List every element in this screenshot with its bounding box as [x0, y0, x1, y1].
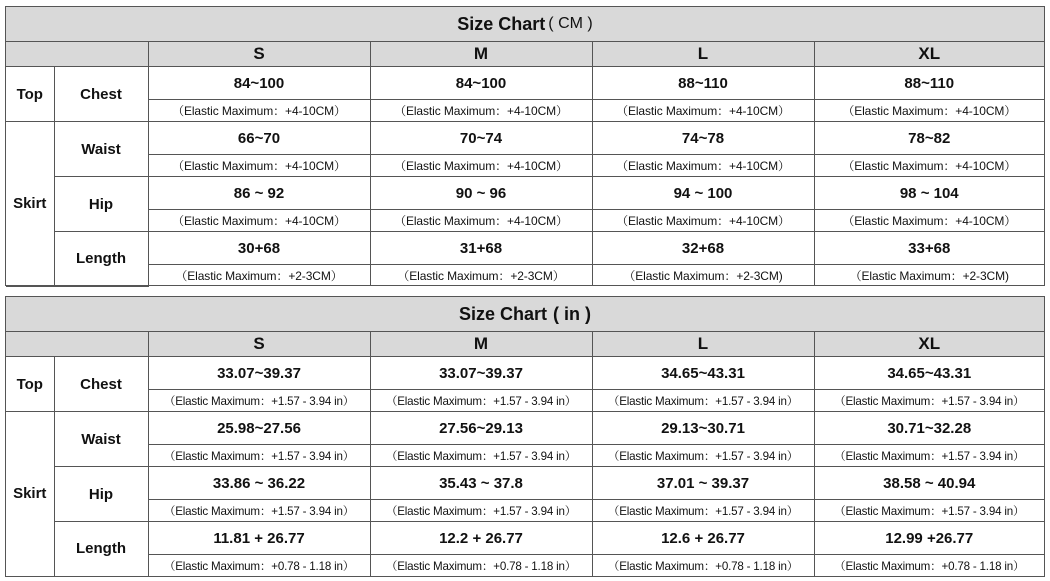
elastic-note: （Elastic Maximum：+2-3CM）	[148, 265, 370, 287]
elastic-note: （Elastic Maximum：+4-10CM）	[370, 210, 592, 232]
elastic-note: （Elastic Maximum：+4-10CM）	[592, 100, 814, 122]
value-cell: 88~110	[814, 67, 1044, 100]
measure-label-length: Length	[54, 232, 148, 287]
elastic-note: （Elastic Maximum：+0.78 - 1.18 in）	[148, 555, 370, 577]
elastic-note: （Elastic Maximum：+1.57 - 3.94 in）	[592, 500, 814, 522]
value-cell: 88~110	[592, 67, 814, 100]
measure-label-hip: Hip	[54, 467, 148, 522]
chart-title: Size Chart	[458, 303, 548, 324]
elastic-note: （Elastic Maximum：+4-10CM）	[814, 210, 1044, 232]
measure-label-waist: Waist	[54, 412, 148, 467]
elastic-note: （Elastic Maximum：+1.57 - 3.94 in）	[148, 445, 370, 467]
value-cell: 32+68	[592, 232, 814, 265]
group-label-skirt: Skirt	[6, 122, 54, 287]
value-cell: 30.71~32.28	[814, 412, 1044, 445]
size-header-l: L	[592, 42, 814, 67]
elastic-note: （Elastic Maximum：+1.57 - 3.94 in）	[592, 445, 814, 467]
elastic-note: （Elastic Maximum：+4-10CM）	[814, 155, 1044, 177]
elastic-note: （Elastic Maximum：+2-3CM)	[592, 265, 814, 287]
value-cell: 25.98~27.56	[148, 412, 370, 445]
elastic-note: （Elastic Maximum：+1.57 - 3.94 in）	[148, 390, 370, 412]
elastic-note: （Elastic Maximum：+4-10CM）	[148, 100, 370, 122]
value-cell: 34.65~43.31	[814, 357, 1044, 390]
value-cell: 38.58 ~ 40.94	[814, 467, 1044, 500]
header-blank	[6, 332, 148, 357]
elastic-note: （Elastic Maximum：+1.57 - 3.94 in）	[370, 500, 592, 522]
value-cell: 35.43 ~ 37.8	[370, 467, 592, 500]
chart-title-bar	[6, 297, 1044, 332]
value-cell: 12.99 +26.77	[814, 522, 1044, 555]
elastic-note: （Elastic Maximum：+4-10CM）	[592, 155, 814, 177]
header-blank	[6, 42, 148, 67]
value-cell: 37.01 ~ 39.37	[592, 467, 814, 500]
size-header-m: M	[370, 332, 592, 357]
value-cell: 29.13~30.71	[592, 412, 814, 445]
group-label-top: Top	[6, 67, 54, 122]
size-header-s: S	[148, 332, 370, 357]
size-table	[6, 42, 1044, 287]
value-cell: 84~100	[148, 67, 370, 100]
size-chart-cm	[5, 6, 1045, 286]
value-cell: 78~82	[814, 122, 1044, 155]
measure-label-waist: Waist	[54, 122, 148, 177]
measure-label-length: Length	[54, 522, 148, 577]
elastic-note: （Elastic Maximum：+1.57 - 3.94 in）	[370, 390, 592, 412]
elastic-note: （Elastic Maximum：+0.78 - 1.18 in）	[370, 555, 592, 577]
elastic-note: （Elastic Maximum：+4-10CM）	[148, 210, 370, 232]
value-cell: 98 ~ 104	[814, 177, 1044, 210]
elastic-note: （Elastic Maximum：+4-10CM）	[370, 100, 592, 122]
chart-title: Size Chart	[457, 13, 546, 34]
value-cell: 86 ~ 92	[148, 177, 370, 210]
value-cell: 33.07~39.37	[148, 357, 370, 390]
value-cell: 31+68	[370, 232, 592, 265]
elastic-note: （Elastic Maximum：+1.57 - 3.94 in）	[814, 390, 1044, 412]
chart-unit: ( in )	[553, 303, 592, 324]
elastic-note: （Elastic Maximum：+4-10CM）	[814, 100, 1044, 122]
value-cell: 12.2 + 26.77	[370, 522, 592, 555]
value-cell: 11.81 + 26.77	[148, 522, 370, 555]
value-cell: 66~70	[148, 122, 370, 155]
value-cell: 27.56~29.13	[370, 412, 592, 445]
elastic-note: （Elastic Maximum：+1.57 - 3.94 in）	[148, 500, 370, 522]
chart-unit: ( CM )	[548, 15, 593, 32]
value-cell: 74~78	[592, 122, 814, 155]
value-cell: 34.65~43.31	[592, 357, 814, 390]
elastic-note: （Elastic Maximum：+4-10CM）	[148, 155, 370, 177]
value-cell: 90 ~ 96	[370, 177, 592, 210]
value-cell: 30+68	[148, 232, 370, 265]
elastic-note: （Elastic Maximum：+0.78 - 1.18 in）	[592, 555, 814, 577]
elastic-note: （Elastic Maximum：+2-3CM)	[814, 265, 1044, 287]
elastic-note: （Elastic Maximum：+0.78 - 1.18 in）	[814, 555, 1044, 577]
size-header-l: L	[592, 332, 814, 357]
elastic-note: （Elastic Maximum：+1.57 - 3.94 in）	[814, 445, 1044, 467]
measure-label-chest: Chest	[54, 357, 148, 412]
group-label-skirt: Skirt	[6, 412, 54, 577]
value-cell: 94 ~ 100	[592, 177, 814, 210]
size-table	[6, 332, 1044, 577]
elastic-note: （Elastic Maximum：+4-10CM）	[370, 155, 592, 177]
group-label-top: Top	[6, 357, 54, 412]
elastic-note: （Elastic Maximum：+1.57 - 3.94 in）	[814, 500, 1044, 522]
size-chart-in	[5, 296, 1045, 577]
size-header-s: S	[148, 42, 370, 67]
elastic-note: （Elastic Maximum：+4-10CM）	[592, 210, 814, 232]
size-header-xl: XL	[814, 42, 1044, 67]
size-header-m: M	[370, 42, 592, 67]
chart-title-bar	[6, 7, 1044, 42]
value-cell: 12.6 + 26.77	[592, 522, 814, 555]
elastic-note: （Elastic Maximum：+2-3CM）	[370, 265, 592, 287]
elastic-note: （Elastic Maximum：+1.57 - 3.94 in）	[592, 390, 814, 412]
value-cell: 70~74	[370, 122, 592, 155]
value-cell: 33.07~39.37	[370, 357, 592, 390]
value-cell: 33.86 ~ 36.22	[148, 467, 370, 500]
value-cell: 33+68	[814, 232, 1044, 265]
value-cell: 84~100	[370, 67, 592, 100]
elastic-note: （Elastic Maximum：+1.57 - 3.94 in）	[370, 445, 592, 467]
measure-label-chest: Chest	[54, 67, 148, 122]
measure-label-hip: Hip	[54, 177, 148, 232]
size-header-xl: XL	[814, 332, 1044, 357]
